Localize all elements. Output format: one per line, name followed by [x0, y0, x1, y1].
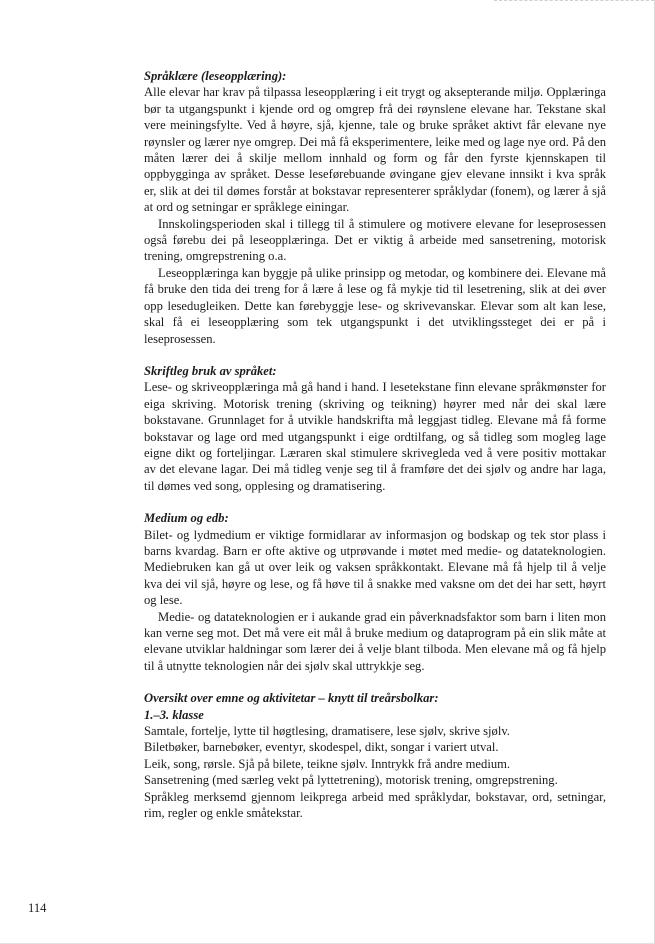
section-skriftleg-bruk [144, 363, 606, 494]
paragraph: Bilet- og lydmedium er viktige formidlarar av informasjon og bodskap og tek stor plass i barns kvardag. Barn er ofte aktive og utprøvande i møtet med medie- og datateknologien. Mediebruken kan gå ut over leik og vaksen språkkontakt. Elevane må få hjelp til å velje kva dei vil sjå, høyre og lese, og få høve til å snakke med vaksne om det dei har sett, høyrt og lese. [144, 527, 606, 608]
overview-line: Biletbøker, barnebøker, eventyr, skodespel, dikt, songar i variert utval. [144, 740, 499, 755]
page-number: 114 [28, 901, 47, 915]
overview-line: Samtale, fortelje, lytte til høgtlesing, dramatisere, lese sjølv, skrive sjølv. [144, 724, 510, 739]
paragraph: Innskolingsperioden skal i tillegg til å stimulere og motivere elevane for leseprosessen også førebu dei på leseopplæringa. Det er viktig å arbeide med sansetrening, motorisk trening, omgrepstrening o.a. [144, 216, 606, 264]
overview-line: Sansetrening (med særleg vekt på lyttetrening), motorisk trening, omgrepstrening. [144, 773, 558, 788]
overview-line: Språkleg merksemd gjennom leikprega arbeid med språklydar, bokstavar, ord, setningar, rim, regler og enkle småtekstar. [144, 789, 606, 821]
overview-heading: Oversikt over emne og aktivitetar – knytt til treårsbolkar: [144, 691, 439, 706]
paragraph: Medie- og datateknologien er i aukande grad ein påverknadsfaktor som barn i liten mon kan verne seg mot. Det må vere eit mål å bruke medium og dataprogram på ein slik måte at elevane utviklar haldningar som lærer dei å velje blant tilboda. Men elevane må og få hjelp til å utnytte teknologien når dei sjølv skal uttrykkje seg. [144, 609, 606, 673]
page-content [144, 68, 606, 821]
section-oversikt [144, 690, 606, 821]
section-heading: Medium og edb: [144, 511, 229, 526]
section-heading: Skriftleg bruk av språket: [144, 363, 277, 378]
paragraph: Lese- og skriveopplæringa må gå hand i hand. I lesetekstane finn elevane språkmønster for eiga skriving. Motorisk trening (skriving og teikning) høyrer med når dei skal lære bokstavane. Grunnlaget for å utvikle handskrifta må leggjast tidleg. Elevane må få forme bokstavar og lage ord med utgangspunkt i eige ordtilfang, og så tidleg som mogleg lage eigne dikt og forteljingar. Læraren skal stimulere skrivegleda ved å vere positiv mottakar av det elevane lagar. Dei må tidleg venje seg til å framføre det dei sjølv og andre har laga, til dømes ved song, opplesing og dramatisering. [144, 380, 606, 493]
section-heading: Språklære (leseopplæring): [144, 69, 287, 83]
top-edge-rule [494, 0, 654, 2]
paragraph: Alle elevar har krav på tilpassa leseopplæring i eit trygt og aksepterande miljø. Opplæringa bør ta utgangspunkt i kjende ord og omgrep frå dei røynslene elevane har. Tekstane skal vere meiningsfylte. Ved å høyre, sjå, kjenne, tale og bruke språket aktivt får elevane nye røynsler og lærer nye omgrep. Dei må få eksperimentere, leike med og lage nye ord. På den måten lærer dei å skilje mellom innhald og form og får den fyrste kjennskapen til oppbygginga av språket. Desse leseførebuande øvingane gjev elevane innsikt i kva språk er, slik at dei til dømes forstår at bokstavar representerer språklydar (fonem), og lærer å sjå at ord og setningar er språklege einingar. [144, 85, 606, 215]
overview-line: Leik, song, rørsle. Sjå på bilete, teikne sjølv. Inntrykk frå andre medium. [144, 756, 511, 771]
overview-subheading: 1.–3. klasse [144, 707, 204, 722]
section-medium-og-edb [144, 510, 606, 674]
section-sprakleare [144, 68, 606, 347]
paragraph: Leseopplæringa kan byggje på ulike prinsipp og metodar, og kombinere dei. Elevane må få bruke den tida dei treng for å lære å lese og få mykje tid til lesetrening, slik at dei øver opp lesedugleiken. Dette kan førebyggje lese- og skrivevanskar. Elevar som alt kan lese, skal få ei leseopplæring som tek utgangspunkt i det utviklingssteget dei er på i leseprosessen. [144, 265, 606, 346]
